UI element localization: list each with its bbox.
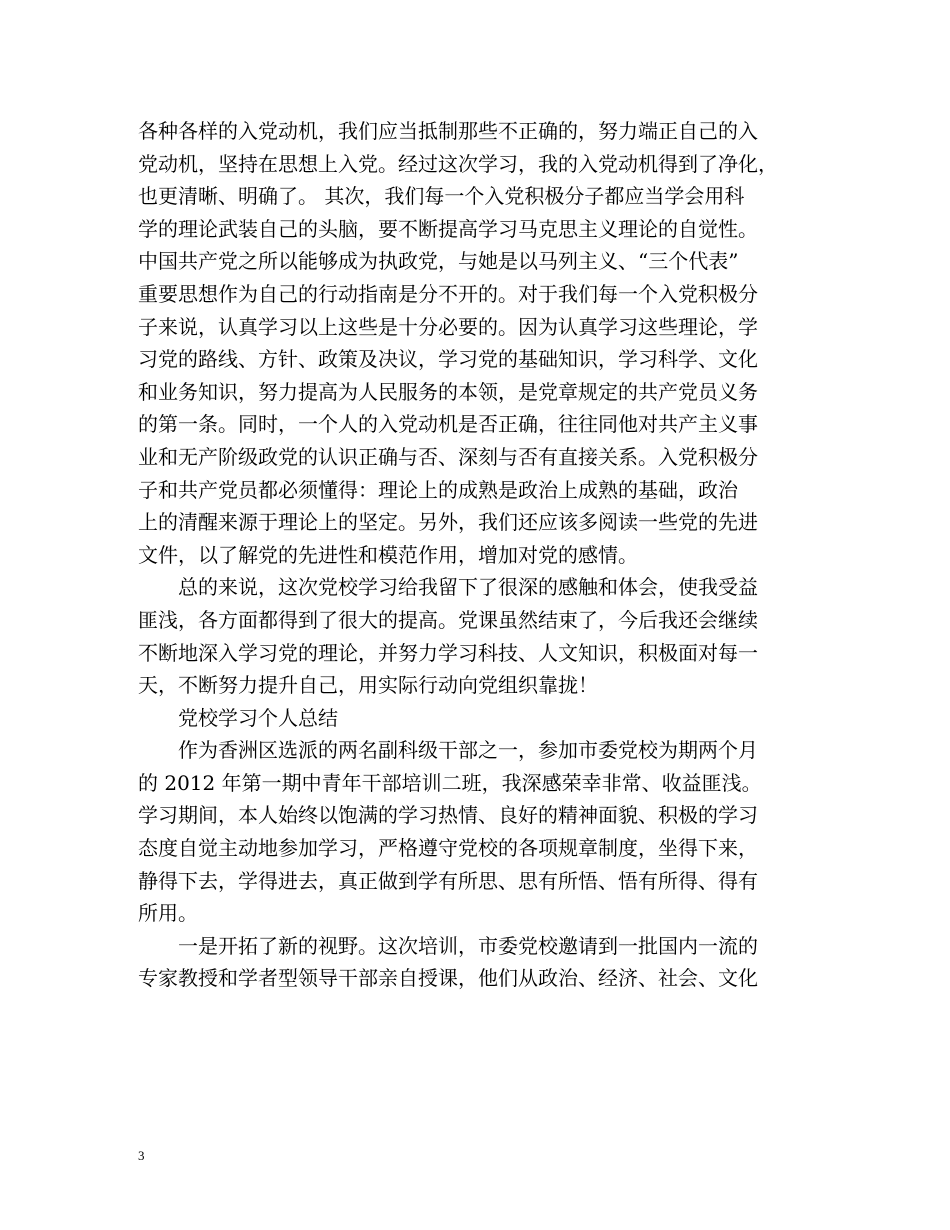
text-line: 文件，以了解党的先进性和模范作用，增加对党的感情。 [138,542,638,567]
text-line: 匪浅，各方面都得到了很大的提高。党课虽然结束了，今后我还会继续 [138,607,758,632]
text-line: 上的清醒来源于理论上的坚定。另外，我们还应该多阅读一些党的先进 [138,510,758,535]
text-line: 静得下去，学得进去，真正做到学有所思、思有所悟、悟有所得、得有 [138,868,758,893]
text-line: 子和共产党员都必须懂得：理论上的成熟是政治上成熟的基础，政治 [138,477,738,502]
text-line: 各种各样的入党动机，我们应当抵制那些不正确的，努力端正自己的入 [138,119,758,143]
text-line: 一是开拓了新的视野。这次培训，市委党校邀请到一批国内一流的 [178,933,758,958]
text-line: 总的来说，这次党校学习给我留下了很深的感触和体会，使我受益 [178,575,758,600]
text-line: 天，不断努力提升自己，用实际行动向党组织靠拢！ [138,673,598,698]
text-line: 学的理论武装自己的头脑，要不断提高学习马克思主义理论的自觉性。 [138,216,758,241]
body-text [138,115,818,995]
text-line: 重要思想作为自己的行动指南是分不开的。对于我们每一个入党积极分 [138,281,758,306]
text-line: 专家教授和学者型领导干部亲自授课，他们从政治、经济、社会、文化 [138,966,758,991]
text-line: 习党的路线、方针、政策及决议，学习党的基础知识，学习科学、文化 [138,347,758,372]
text-line: 也更清晰、明确了。 其次，我们每一个入党积极分子都应当学会用科 [138,184,745,209]
text-line: 不断地深入学习党的理论，并努力学习科技、人文知识，积极面对每一 [138,640,758,665]
text-line: 学习期间，本人始终以饱满的学习热情、良好的精神面貌、积极的学习 [138,803,758,828]
text-line: 作为香洲区选派的两名副科级干部之一，参加市委党校为期两个月 [178,738,758,763]
page-number: 3 [138,1148,145,1163]
text-line: 态度自觉主动地参加学习，严格遵守党校的各项规章制度，坐得下来， [138,836,758,861]
text-line: 的第一条。同时，一个人的入党动机是否正确，往往同他对共产主义事 [138,412,758,437]
text-line: 和业务知识，努力提高为人民服务的本领，是党章规定的共产党员义务 [138,379,758,404]
text-line: 党校学习个人总结 [178,705,338,730]
text-line: 中国共产党之所以能够成为执政党，与她是以马列主义、“三个代表” [138,249,739,274]
text-line: 子来说，认真学习以上这些是十分必要的。因为认真学习这些理论，学 [138,314,758,339]
text-line: 党动机，坚持在思想上入党。经过这次学习，我的入党动机得到了净化， [138,151,778,176]
text-line: 的 2012 年第一期中青年干部培训二班，我深感荣幸非常、收益匪浅。 [138,770,762,795]
text-line: 业和无产阶级政党的认识正确与否、深刻与否有直接关系。入党积极分 [138,444,758,469]
text-line: 所用。 [138,901,198,926]
